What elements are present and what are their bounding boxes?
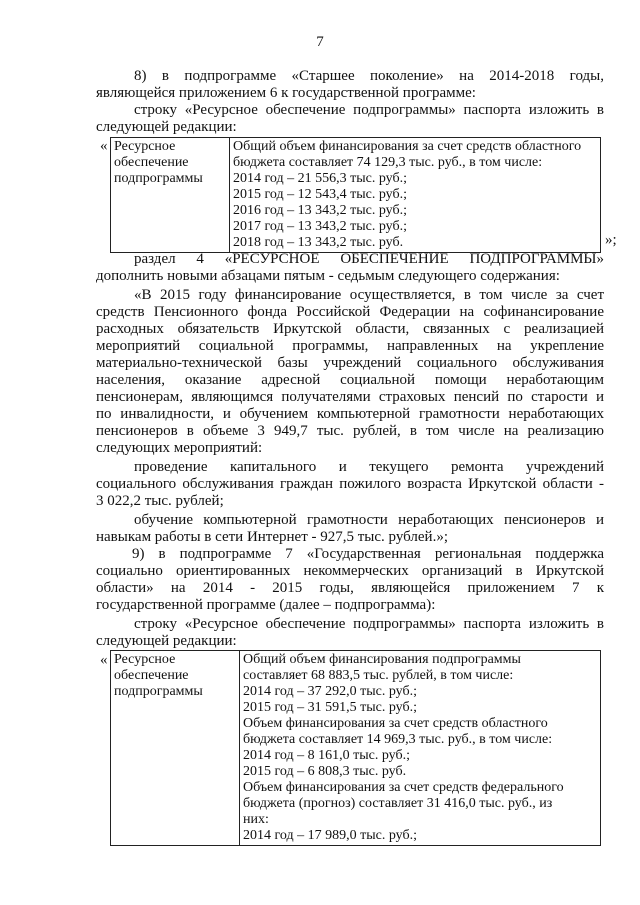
table1-value-line: 2018 год – 13 343,2 тыс. руб. — [233, 235, 404, 250]
quote-para-line: мероприятий социальной программы, направленных на укрепление — [96, 338, 604, 354]
table1-label-line: Ресурсное — [114, 139, 176, 154]
table2-value-line: 2014 год – 17 989,0 тыс. руб.; — [243, 828, 417, 843]
table2-value-line: 2014 год – 37 292,0 тыс. руб.; — [243, 684, 417, 699]
table1-value-cell — [230, 138, 601, 253]
table1-open-quote: « — [100, 138, 108, 154]
table1-label-cell — [111, 138, 230, 253]
section4-line-1: раздел 4 «РЕСУРСНОЕ ОБЕСПЕЧЕНИЕ ПОДПРОГРАММЫ» — [134, 251, 604, 267]
quote-para-line: расходных обязательств Иркутской области, связанных с реализацией — [96, 321, 604, 337]
quote-para-line: следующих мероприятий: — [96, 440, 263, 456]
item9-line: области» на 2014 - 2015 годы, являющейся приложением 7 к — [96, 580, 604, 596]
resource-table-2 — [110, 650, 601, 846]
item9-line: социально ориентированных некоммерческих организаций в Иркутской — [96, 563, 604, 579]
table2-label-line: обеспечение — [114, 668, 189, 683]
item9-line: строку «Ресурсное обеспечение подпрограммы» паспорта изложить в — [134, 616, 604, 632]
table2-value-line: 2014 год – 8 161,0 тыс. руб.; — [243, 748, 410, 763]
item8-line-3: строку «Ресурсное обеспечение подпрограммы» паспорта изложить в — [134, 102, 604, 118]
table2-value-line: них: — [243, 812, 269, 827]
table1-value-line: 2014 год – 21 556,3 тыс. руб.; — [233, 171, 407, 186]
quote-para-line: средств Пенсионного фонда Российской Федерации на софинансирование — [96, 304, 604, 320]
table1-value-line: бюджета составляет 74 129,3 тыс. руб., в том числе: — [233, 155, 543, 170]
table1-value-line: 2016 год – 13 343,2 тыс. руб.; — [233, 203, 407, 218]
table2-value-cell — [240, 651, 601, 846]
item8-line-4: следующей редакции: — [96, 119, 237, 135]
quote-para-line: по инвалидности, и обучением компьютерной грамотности неработающих — [96, 406, 604, 422]
measure1-line: социального обслуживания граждан пожилого возраста Иркутской области - — [96, 476, 604, 492]
page-number: 7 — [316, 34, 324, 50]
table2-open-quote: « — [100, 652, 108, 668]
table2-value-line: бюджета составляет 14 969,3 тыс. руб., в том числе: — [243, 732, 553, 747]
quote-para-line: «В 2015 году финансирование осуществляется, в том числе за счет — [134, 287, 604, 303]
item9-line: государственной программе (далее – подпрограмма): — [96, 597, 436, 613]
table2-value-line: Объем финансирования за счет средств областного — [243, 716, 548, 731]
item8-line-2: являющейся приложением 6 к государственной программе: — [96, 85, 476, 101]
table2-value-line: 2015 год – 31 591,5 тыс. руб.; — [243, 700, 417, 715]
table1-value-line: Общий объем финансирования за счет средств областного — [233, 139, 582, 154]
section4-line-2: дополнить новыми абзацами пятым - седьмым следующего содержания: — [96, 268, 560, 284]
table2-label-line: подпрограммы — [114, 684, 203, 699]
table1-label-line: обеспечение — [114, 155, 189, 170]
quote-para-line: пенсионеров в объеме 3 949,7 тыс. рублей, в том числе на реализацию — [96, 423, 604, 439]
measure1-line: 3 022,2 тыс. рублей; — [96, 493, 224, 509]
table2-value-line: бюджета (прогноз) составляет 31 416,0 тыс. руб., из — [243, 796, 553, 811]
table1-close-quote: »; — [605, 232, 617, 248]
item9-line: следующей редакции: — [96, 633, 237, 649]
table2-value-line: составляет 68 883,5 тыс. рублей, в том числе: — [243, 668, 514, 683]
table2-value-line: Общий объем финансирования подпрограммы — [243, 652, 521, 667]
table2-label-line: Ресурсное — [114, 652, 176, 667]
quote-para-line: пенсионерам, являющимся получателями страховых пенсий по старости и — [96, 389, 604, 405]
table2-value-line: 2015 год – 6 808,3 тыс. руб. — [243, 764, 407, 779]
resource-table-1 — [110, 137, 601, 253]
table2-label-cell — [111, 651, 240, 846]
quote-para-line: населения, оказание адресной социальной помощи неработающим — [96, 372, 604, 388]
measure2-line: навыкам работы в сети Интернет - 927,5 тыс. рублей.»; — [96, 529, 448, 545]
item8-line-1: 8) в подпрограмме «Старшее поколение» на 2014-2018 годы, — [134, 68, 604, 84]
table1-value-line: 2015 год – 12 543,4 тыс. руб.; — [233, 187, 407, 202]
item9-line: 9) в подпрограмме 7 «Государственная региональная поддержка — [132, 546, 604, 562]
table1-label-line: подпрограммы — [114, 171, 203, 186]
quote-para-line: материально-технической базы учреждений социального обслуживания — [96, 355, 604, 371]
measure2-line: обучение компьютерной грамотности неработающих пенсионеров и — [134, 512, 604, 528]
measure1-line: проведение капитального и текущего ремонта учреждений — [134, 459, 604, 475]
table2-value-line: Объем финансирования за счет средств федерального — [243, 780, 564, 795]
table1-value-line: 2017 год – 13 343,2 тыс. руб.; — [233, 219, 407, 234]
